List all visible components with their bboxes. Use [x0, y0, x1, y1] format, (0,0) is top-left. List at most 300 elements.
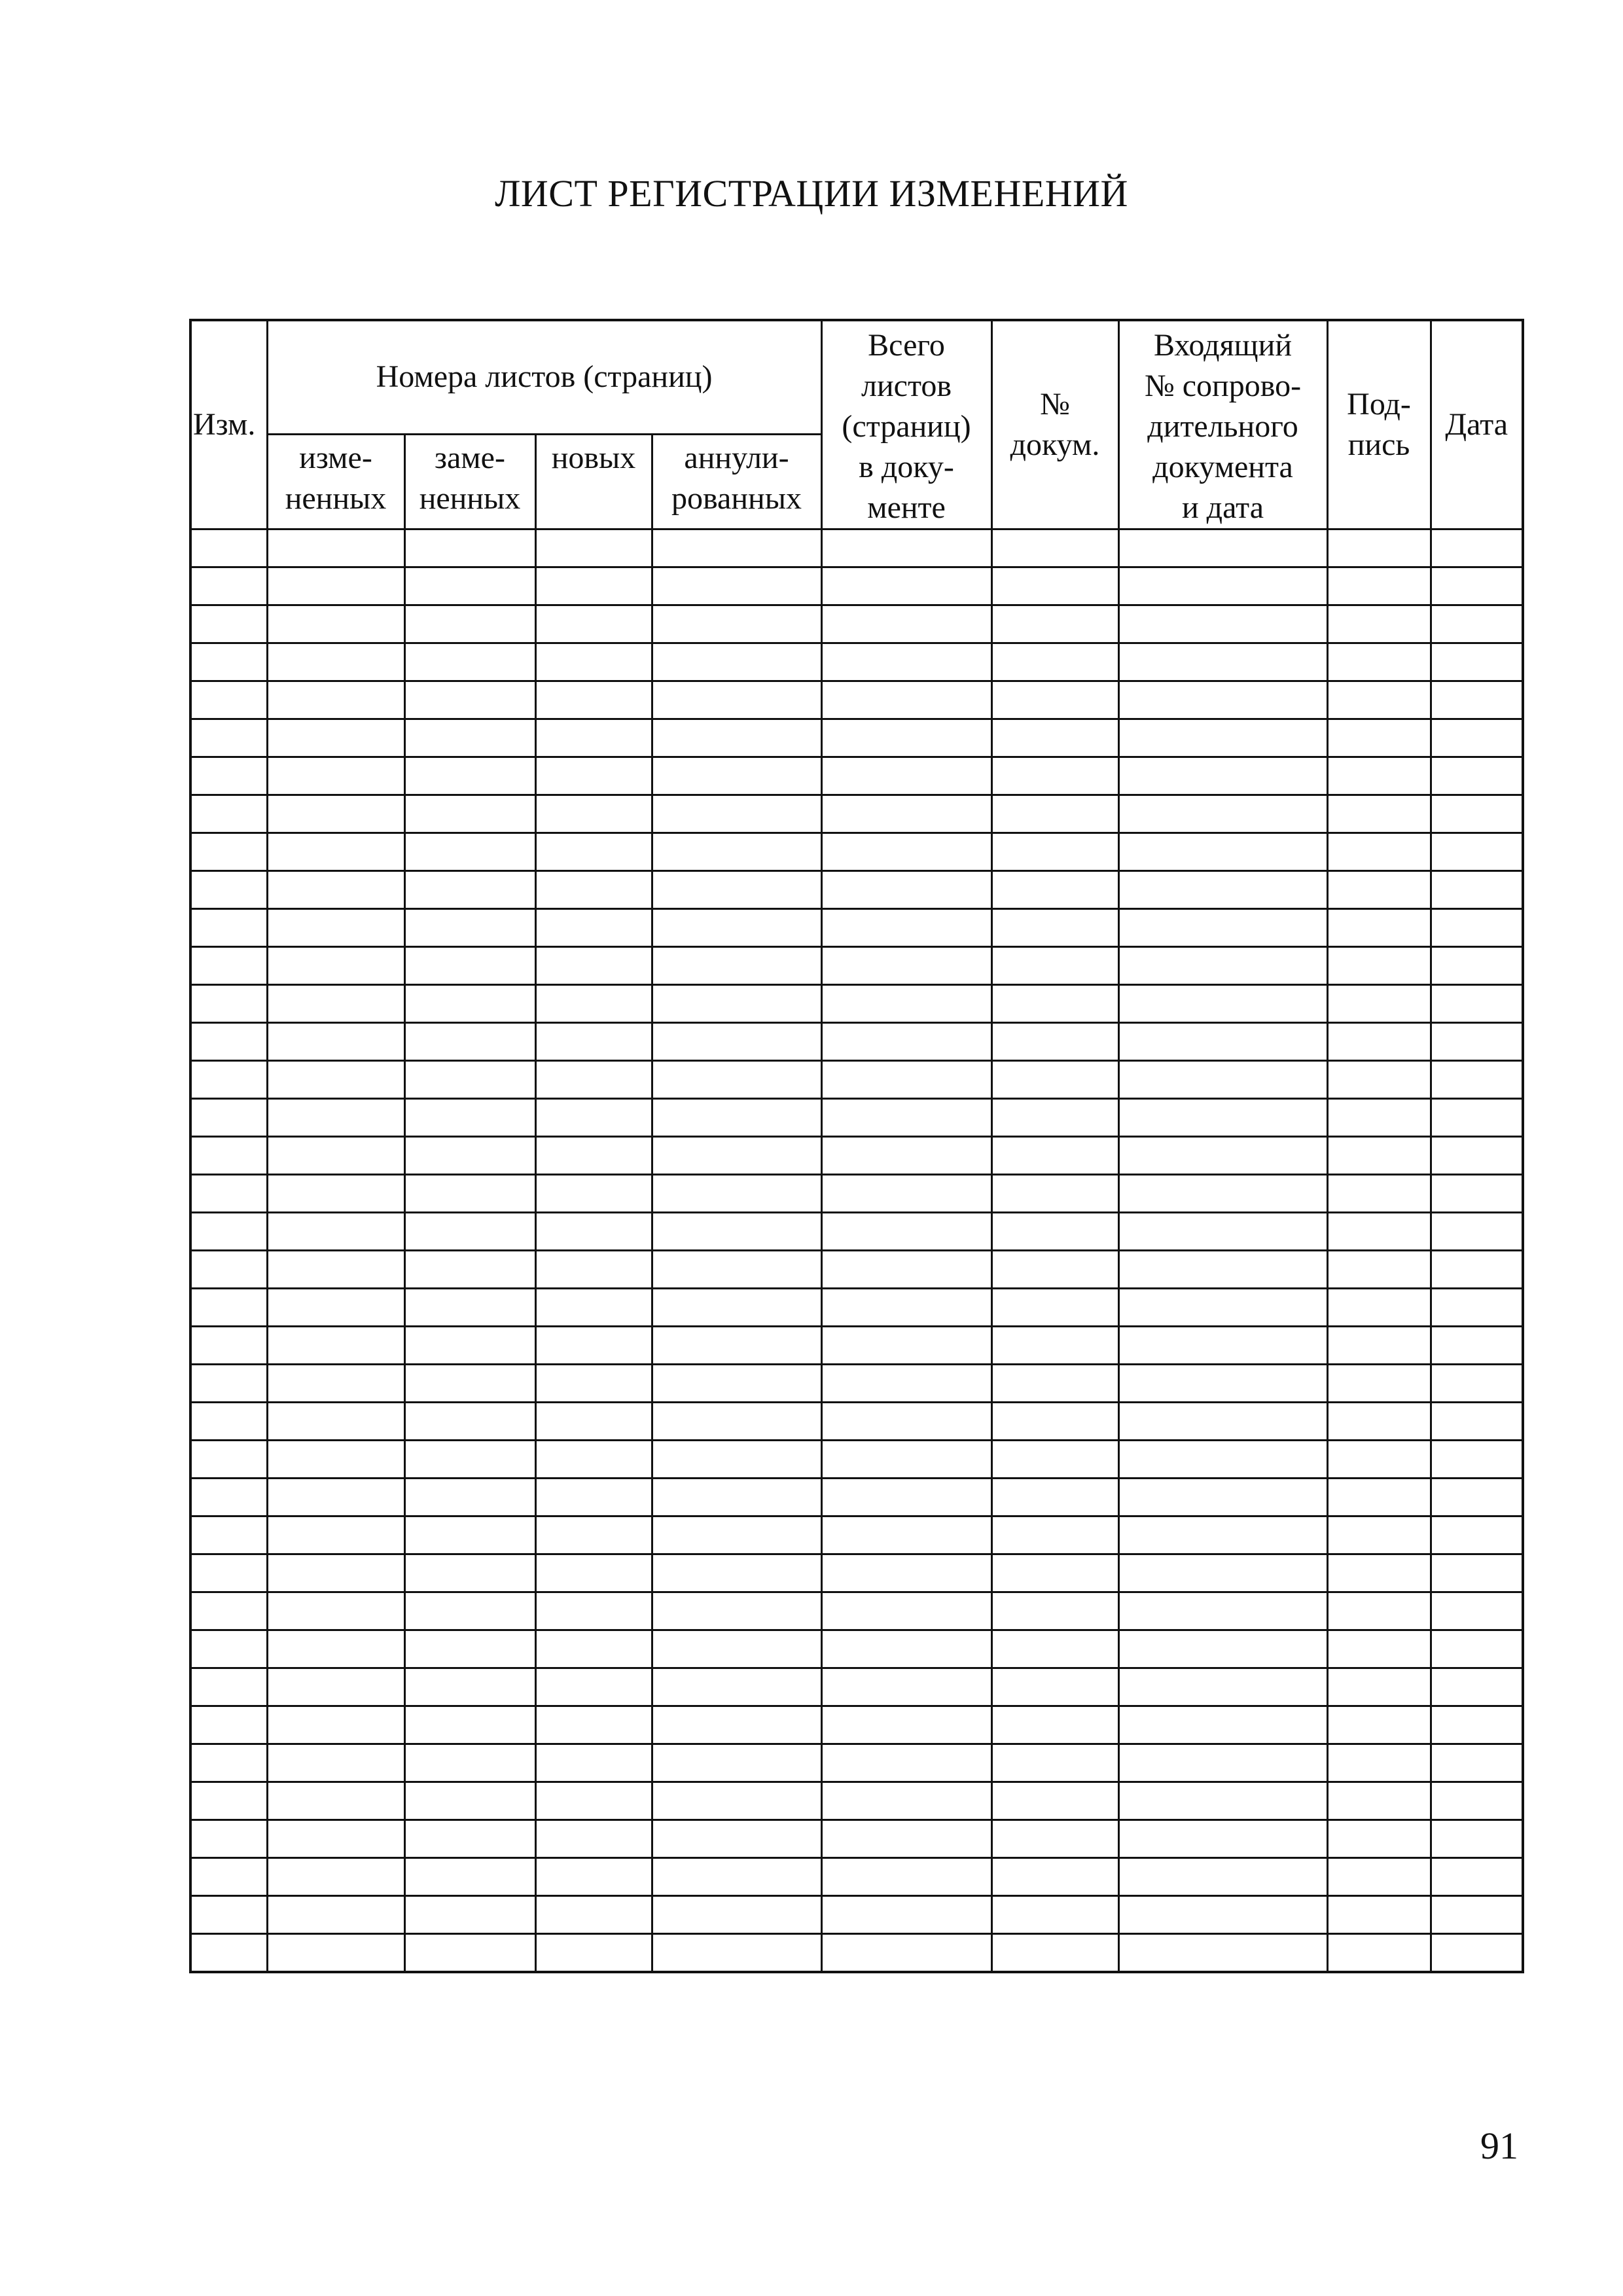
table-cell [652, 909, 821, 947]
table-cell [1327, 1137, 1431, 1175]
table-cell [1118, 795, 1327, 833]
table-row [190, 1175, 1523, 1213]
table-cell [1431, 947, 1523, 985]
table-cell [1327, 795, 1431, 833]
table-cell [821, 1820, 991, 1858]
table-cell [991, 1327, 1118, 1365]
table-cell [1118, 643, 1327, 681]
table-cell [1118, 909, 1327, 947]
table-cell [267, 643, 404, 681]
table-cell [991, 1554, 1118, 1592]
table-cell [1118, 1023, 1327, 1061]
table-cell [821, 1592, 991, 1630]
table-cell [821, 1213, 991, 1251]
table-cell [404, 795, 535, 833]
table-cell [1431, 871, 1523, 909]
table-cell [535, 795, 652, 833]
table-cell [535, 1554, 652, 1592]
table-cell [404, 1403, 535, 1441]
table-cell [267, 985, 404, 1023]
table-cell [652, 681, 821, 719]
table-cell [267, 1251, 404, 1289]
table-cell [1118, 871, 1327, 909]
table-cell [1327, 1479, 1431, 1516]
table-cell [1118, 1251, 1327, 1289]
table-cell [821, 1099, 991, 1137]
table-cell [821, 833, 991, 871]
table-row [190, 1630, 1523, 1668]
table-cell [1327, 719, 1431, 757]
table-cell [652, 757, 821, 795]
table-row [190, 833, 1523, 871]
table-cell [1327, 1820, 1431, 1858]
table-cell [652, 1365, 821, 1403]
table-cell [1118, 1706, 1327, 1744]
table-cell [1431, 1744, 1523, 1782]
table-cell [652, 795, 821, 833]
table-row [190, 757, 1523, 795]
table-cell [1431, 1554, 1523, 1592]
header-annulled [652, 434, 821, 529]
table-row [190, 1061, 1523, 1099]
table-cell [821, 1858, 991, 1896]
table-cell [190, 1403, 267, 1441]
table-cell [1431, 833, 1523, 871]
table-cell [404, 1896, 535, 1934]
table-cell [821, 1441, 991, 1479]
table-cell [535, 1934, 652, 1973]
table-cell [991, 1744, 1118, 1782]
table-cell [535, 681, 652, 719]
table-cell [190, 1858, 267, 1896]
table-cell [1431, 1403, 1523, 1441]
table-cell [404, 1744, 535, 1782]
table-cell [1118, 1289, 1327, 1327]
table-cell [535, 1213, 652, 1251]
table-body [190, 529, 1523, 1973]
table-cell [1327, 529, 1431, 567]
table-cell [535, 1896, 652, 1934]
table-cell [190, 1137, 267, 1175]
table-cell [535, 1592, 652, 1630]
table-cell [267, 605, 404, 643]
table-cell [190, 1327, 267, 1365]
table-cell [991, 1668, 1118, 1706]
table-cell [821, 1023, 991, 1061]
table-cell [404, 605, 535, 643]
table-cell [267, 1934, 404, 1973]
table-cell [821, 1668, 991, 1706]
table-row [190, 985, 1523, 1023]
table-cell [1118, 681, 1327, 719]
table-cell [267, 1782, 404, 1820]
table-row [190, 1365, 1523, 1403]
table-cell [652, 1175, 821, 1213]
table-cell [821, 1403, 991, 1441]
table-cell [1431, 643, 1523, 681]
table-cell [821, 909, 991, 947]
table-row [190, 1403, 1523, 1441]
table-cell [1431, 1668, 1523, 1706]
table-cell [1431, 1213, 1523, 1251]
table-cell [267, 1516, 404, 1554]
table-cell [1327, 1782, 1431, 1820]
table-cell [404, 833, 535, 871]
table-row [190, 1099, 1523, 1137]
table-cell [190, 871, 267, 909]
page-number: 91 [1480, 2125, 1518, 2167]
table-cell [652, 1251, 821, 1289]
table-cell [1327, 681, 1431, 719]
table-cell [821, 1251, 991, 1289]
table-cell [1118, 1896, 1327, 1934]
header-changed-text: изме- ненных [285, 440, 387, 516]
table-cell [190, 1365, 267, 1403]
table-cell [1431, 1896, 1523, 1934]
table-cell [652, 1744, 821, 1782]
table-cell [404, 1479, 535, 1516]
table-cell [1431, 1630, 1523, 1668]
table-cell [991, 1175, 1118, 1213]
table-cell [1327, 1554, 1431, 1592]
table-cell [1327, 567, 1431, 605]
table-row [190, 1782, 1523, 1820]
table-cell [991, 1289, 1118, 1327]
table-cell [1118, 1820, 1327, 1858]
table-cell [821, 1137, 991, 1175]
table-cell [190, 1516, 267, 1554]
table-cell [821, 529, 991, 567]
table-cell [190, 1441, 267, 1479]
table-cell [1118, 1934, 1327, 1973]
table-row [190, 1858, 1523, 1896]
table-cell [821, 1175, 991, 1213]
table-cell [1431, 567, 1523, 605]
table-cell [535, 605, 652, 643]
table-cell [821, 1706, 991, 1744]
table-cell [267, 1744, 404, 1782]
table-cell [1327, 1441, 1431, 1479]
table-cell [1327, 643, 1431, 681]
table-cell [1431, 681, 1523, 719]
table-row [190, 947, 1523, 985]
table-cell [1327, 757, 1431, 795]
table-cell [404, 1251, 535, 1289]
header-annulled-text: аннули- рованных [671, 440, 802, 516]
table-cell [991, 1251, 1118, 1289]
table-cell [991, 605, 1118, 643]
table-cell [1327, 871, 1431, 909]
header-total-sheets-text: Всего листов (страниц) в доку- менте [842, 328, 971, 525]
header-signature [1327, 320, 1431, 529]
table-cell [1118, 1213, 1327, 1251]
table-cell [1327, 1630, 1431, 1668]
change-registration-table [189, 319, 1524, 1973]
table-cell [1118, 1403, 1327, 1441]
table-cell [1431, 1327, 1523, 1365]
table-cell [535, 909, 652, 947]
table-cell [821, 719, 991, 757]
table-cell [652, 1137, 821, 1175]
table-row [190, 1896, 1523, 1934]
table-cell [1431, 1137, 1523, 1175]
table-cell [404, 757, 535, 795]
table-cell [652, 1934, 821, 1973]
table-cell [652, 1706, 821, 1744]
table-cell [404, 1137, 535, 1175]
table-cell [1327, 1592, 1431, 1630]
table-cell [991, 1403, 1118, 1441]
table-cell [190, 567, 267, 605]
header-changed [267, 434, 404, 529]
table-cell [190, 909, 267, 947]
table-cell [404, 1327, 535, 1365]
table-cell [190, 1099, 267, 1137]
table-cell [652, 833, 821, 871]
table-cell [535, 1289, 652, 1327]
table-row [190, 605, 1523, 643]
table-cell [821, 1061, 991, 1099]
table-cell [652, 1668, 821, 1706]
table-row [190, 1137, 1523, 1175]
table-cell [991, 1099, 1118, 1137]
table-cell [1118, 1061, 1327, 1099]
table-cell [190, 1289, 267, 1327]
table-cell [267, 833, 404, 871]
table-cell [821, 1744, 991, 1782]
table-cell [535, 1327, 652, 1365]
table-cell [652, 1061, 821, 1099]
table-cell [1431, 1706, 1523, 1744]
table-cell [991, 947, 1118, 985]
table-cell [190, 1820, 267, 1858]
table-cell [652, 1554, 821, 1592]
table-cell [267, 1099, 404, 1137]
table-cell [1327, 1744, 1431, 1782]
table-cell [267, 529, 404, 567]
table-cell [535, 1365, 652, 1403]
table-cell [652, 1289, 821, 1327]
table-row [190, 1744, 1523, 1782]
table-cell [267, 1023, 404, 1061]
table-cell [1118, 1479, 1327, 1516]
table-cell [1118, 529, 1327, 567]
table-cell [1431, 1479, 1523, 1516]
header-replaced [404, 434, 535, 529]
table-row [190, 1479, 1523, 1516]
table-cell [190, 757, 267, 795]
table-cell [1118, 757, 1327, 795]
table-cell [1327, 1099, 1431, 1137]
table-cell [404, 1213, 535, 1251]
table-cell [1118, 985, 1327, 1023]
table-cell [535, 947, 652, 985]
table-cell [821, 643, 991, 681]
table-cell [267, 719, 404, 757]
table-cell [1118, 1516, 1327, 1554]
table-cell [535, 1706, 652, 1744]
table-cell [991, 1934, 1118, 1973]
table-cell [267, 795, 404, 833]
table-cell [1327, 947, 1431, 985]
table-cell [535, 1251, 652, 1289]
table-cell [535, 757, 652, 795]
table-cell [1431, 1099, 1523, 1137]
table-cell [1118, 567, 1327, 605]
table-cell [190, 985, 267, 1023]
table-cell [267, 1403, 404, 1441]
table-cell [190, 1592, 267, 1630]
table-cell [821, 947, 991, 985]
table-cell [991, 1706, 1118, 1744]
table-cell [991, 1365, 1118, 1403]
table-cell [1327, 1023, 1431, 1061]
table-cell [991, 1023, 1118, 1061]
table-cell [404, 1023, 535, 1061]
table-row [190, 1592, 1523, 1630]
table-cell [404, 1365, 535, 1403]
table-cell [190, 719, 267, 757]
table-cell [1118, 1744, 1327, 1782]
table-cell [821, 1479, 991, 1516]
table-cell [821, 1782, 991, 1820]
table-cell [535, 1137, 652, 1175]
header-izm: Изм. [190, 320, 267, 529]
table-cell [267, 1820, 404, 1858]
header-doc-number [991, 320, 1118, 529]
table-cell [821, 681, 991, 719]
header-date: Дата [1431, 320, 1523, 529]
table-cell [1327, 1061, 1431, 1099]
table-cell [404, 1175, 535, 1213]
table-cell [190, 947, 267, 985]
table-cell [991, 833, 1118, 871]
table-row [190, 1554, 1523, 1592]
table-cell [535, 871, 652, 909]
table-cell [991, 1592, 1118, 1630]
table-cell [821, 1327, 991, 1365]
table-cell [267, 1592, 404, 1630]
table-cell [535, 567, 652, 605]
table-cell [1118, 1099, 1327, 1137]
table-cell [1118, 833, 1327, 871]
table-cell [1327, 1365, 1431, 1403]
table-cell [535, 719, 652, 757]
table-cell [652, 1858, 821, 1896]
table-cell [1118, 719, 1327, 757]
table-cell [1327, 909, 1431, 947]
table-cell [190, 529, 267, 567]
table-cell [991, 757, 1118, 795]
table-cell [1431, 795, 1523, 833]
table-row [190, 1441, 1523, 1479]
table-row [190, 681, 1523, 719]
table-cell [404, 1630, 535, 1668]
table-cell [535, 643, 652, 681]
table-cell [1118, 605, 1327, 643]
table-row [190, 567, 1523, 605]
table-cell [821, 605, 991, 643]
table-cell [190, 605, 267, 643]
table-cell [1327, 1858, 1431, 1896]
table-cell [535, 985, 652, 1023]
table-cell [991, 1061, 1118, 1099]
table-cell [1431, 1023, 1523, 1061]
table-cell [267, 567, 404, 605]
table-cell [190, 833, 267, 871]
page-title: ЛИСТ РЕГИСТРАЦИИ ИЗМЕНЕНИЙ [495, 172, 1128, 215]
table-cell [535, 1441, 652, 1479]
table-cell [1327, 1175, 1431, 1213]
table-cell [535, 1744, 652, 1782]
table-cell [1431, 1820, 1523, 1858]
table-cell [535, 833, 652, 871]
table-cell [1118, 1858, 1327, 1896]
table-cell [535, 1403, 652, 1441]
table-row [190, 909, 1523, 947]
table-cell [190, 1630, 267, 1668]
table-cell [190, 1706, 267, 1744]
table-cell [404, 681, 535, 719]
table-cell [991, 681, 1118, 719]
table-row [190, 643, 1523, 681]
table-cell [190, 1023, 267, 1061]
table-cell [1431, 757, 1523, 795]
table-row [190, 1706, 1523, 1744]
table-cell [1431, 1061, 1523, 1099]
table-row [190, 1213, 1523, 1251]
table-cell [267, 1630, 404, 1668]
table-cell [535, 1668, 652, 1706]
table-cell [1431, 1175, 1523, 1213]
table-cell [267, 1554, 404, 1592]
table-cell [821, 795, 991, 833]
table-cell [267, 947, 404, 985]
table-cell [404, 1516, 535, 1554]
table-row [190, 795, 1523, 833]
table-cell [1327, 1706, 1431, 1744]
table-cell [190, 643, 267, 681]
table-cell [190, 1668, 267, 1706]
table-cell [1431, 1516, 1523, 1554]
table-cell [652, 1403, 821, 1441]
table-cell [1327, 1403, 1431, 1441]
table-row [190, 1934, 1523, 1973]
table-cell [1118, 1365, 1327, 1403]
table-cell [821, 1630, 991, 1668]
table-cell [652, 1516, 821, 1554]
table-cell [1431, 1289, 1523, 1327]
table-cell [1118, 1327, 1327, 1365]
table-cell [1327, 985, 1431, 1023]
table-row [190, 1251, 1523, 1289]
table-cell [1118, 947, 1327, 985]
table-cell [267, 1137, 404, 1175]
table-cell [991, 985, 1118, 1023]
table-row [190, 1289, 1523, 1327]
table-cell [1327, 605, 1431, 643]
table-cell [1118, 1630, 1327, 1668]
table-cell [267, 1668, 404, 1706]
table-cell [404, 947, 535, 985]
table-cell [1118, 1782, 1327, 1820]
table-cell [991, 1213, 1118, 1251]
table-cell [404, 1289, 535, 1327]
table-cell [267, 681, 404, 719]
table-cell [821, 1554, 991, 1592]
table-cell [652, 1592, 821, 1630]
table-cell [267, 909, 404, 947]
